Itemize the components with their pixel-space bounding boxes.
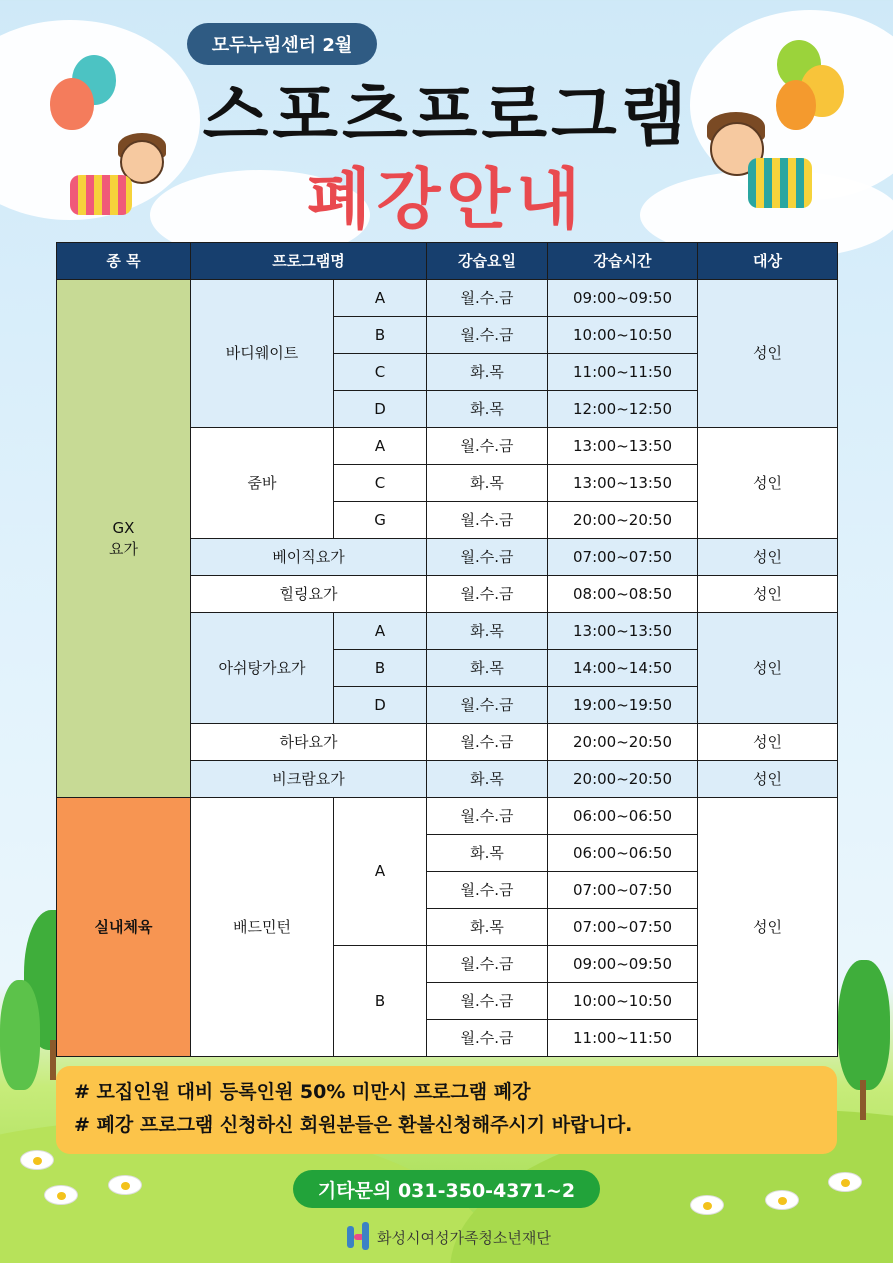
class-time: 07:00~07:50 xyxy=(548,872,698,909)
program-table xyxy=(56,242,838,1057)
class-time: 13:00~13:50 xyxy=(548,428,698,465)
program-name: 비크람요가 xyxy=(191,761,427,798)
class-code: C xyxy=(334,354,427,391)
class-target: 성인 xyxy=(698,539,838,576)
foundation-name: 화성시여성가족청소년재단 xyxy=(377,1228,551,1247)
class-code: A xyxy=(334,798,427,946)
class-day: 월.수.금 xyxy=(427,687,548,724)
class-day: 월.수.금 xyxy=(427,946,548,983)
class-code: G xyxy=(334,502,427,539)
class-target: 성인 xyxy=(698,798,838,1057)
class-time: 07:00~07:50 xyxy=(548,539,698,576)
class-day: 월.수.금 xyxy=(427,724,548,761)
table-row xyxy=(57,280,838,317)
class-time: 08:00~08:50 xyxy=(548,576,698,613)
class-code: A xyxy=(334,428,427,465)
class-target: 성인 xyxy=(698,613,838,724)
program-name: 줌바 xyxy=(191,428,334,539)
class-time: 09:00~09:50 xyxy=(548,280,698,317)
daisy-5 xyxy=(765,1190,799,1210)
daisy-4 xyxy=(690,1195,724,1215)
class-day: 월.수.금 xyxy=(427,539,548,576)
class-day: 월.수.금 xyxy=(427,872,548,909)
page-subtitle: 폐강안내 xyxy=(306,161,587,238)
header-time: 강습시간 xyxy=(548,243,698,280)
class-code: B xyxy=(334,946,427,1057)
class-code: B xyxy=(334,650,427,687)
class-code: A xyxy=(334,280,427,317)
class-day: 월.수.금 xyxy=(427,1020,548,1057)
header-category: 종 목 xyxy=(57,243,191,280)
class-day: 월.수.금 xyxy=(427,502,548,539)
table-row xyxy=(57,798,838,835)
header-target: 대상 xyxy=(698,243,838,280)
class-time: 06:00~06:50 xyxy=(548,835,698,872)
class-time: 10:00~10:50 xyxy=(548,983,698,1020)
daisy-2 xyxy=(44,1185,78,1205)
notice-line-2: # 폐강 프로그램 신청하신 회원분들은 환불신청해주시기 바랍니다. xyxy=(74,1114,633,1136)
class-time: 07:00~07:50 xyxy=(548,909,698,946)
daisy-1 xyxy=(20,1150,54,1170)
class-time: 09:00~09:50 xyxy=(548,946,698,983)
class-time: 20:00~20:50 xyxy=(548,502,698,539)
program-name: 배드민턴 xyxy=(191,798,334,1057)
class-day: 화.목 xyxy=(427,391,548,428)
foundation-logo-icon xyxy=(347,1222,369,1252)
class-day: 화.목 xyxy=(427,650,548,687)
class-day: 화.목 xyxy=(427,909,548,946)
tree-left-2 xyxy=(0,980,40,1090)
tree-trunk-right xyxy=(860,1080,866,1120)
header-day: 강습요일 xyxy=(427,243,548,280)
foundation-logo xyxy=(347,1222,551,1252)
class-code: D xyxy=(334,687,427,724)
class-target: 성인 xyxy=(698,761,838,798)
class-code: B xyxy=(334,317,427,354)
class-day: 화.목 xyxy=(427,354,548,391)
daisy-3 xyxy=(108,1175,142,1195)
class-day: 월.수.금 xyxy=(427,280,548,317)
class-time: 11:00~11:50 xyxy=(548,354,698,391)
tree-right-1 xyxy=(838,960,890,1090)
contact-pill: 기타문의 031-350-4371~2 xyxy=(293,1170,600,1208)
class-code: C xyxy=(334,465,427,502)
category-indoor: 실내체육 xyxy=(57,798,191,1057)
class-day: 월.수.금 xyxy=(427,576,548,613)
class-time: 11:00~11:50 xyxy=(548,1020,698,1057)
class-time: 20:00~20:50 xyxy=(548,761,698,798)
class-day: 화.목 xyxy=(427,761,548,798)
program-name: 하타요가 xyxy=(191,724,427,761)
class-target: 성인 xyxy=(698,428,838,539)
class-time: 13:00~13:50 xyxy=(548,465,698,502)
class-time: 12:00~12:50 xyxy=(548,391,698,428)
class-code: A xyxy=(334,613,427,650)
daisy-6 xyxy=(828,1172,862,1192)
class-time: 10:00~10:50 xyxy=(548,317,698,354)
class-time: 13:00~13:50 xyxy=(548,613,698,650)
class-code: D xyxy=(334,391,427,428)
class-target: 성인 xyxy=(698,280,838,428)
program-name: 힐링요가 xyxy=(191,576,427,613)
month-badge: 모두누림센터 2월 xyxy=(187,23,377,65)
class-time: 20:00~20:50 xyxy=(548,724,698,761)
notice-box xyxy=(56,1066,837,1154)
program-name: 베이직요가 xyxy=(191,539,427,576)
class-day: 화.목 xyxy=(427,613,548,650)
notice-line-1: # 모집인원 대비 등록인원 50% 미만시 프로그램 폐강 xyxy=(74,1081,531,1103)
class-time: 19:00~19:50 xyxy=(548,687,698,724)
class-day: 월.수.금 xyxy=(427,317,548,354)
program-name: 바디웨이트 xyxy=(191,280,334,428)
header-program: 프로그램명 xyxy=(191,243,427,280)
class-day: 월.수.금 xyxy=(427,428,548,465)
category-gx-yoga: GX 요가 xyxy=(57,280,191,798)
class-target: 성인 xyxy=(698,724,838,761)
class-day: 화.목 xyxy=(427,835,548,872)
class-day: 월.수.금 xyxy=(427,798,548,835)
page-title: 스포츠프로그램 xyxy=(202,77,691,156)
class-time: 14:00~14:50 xyxy=(548,650,698,687)
class-time: 06:00~06:50 xyxy=(548,798,698,835)
class-day: 화.목 xyxy=(427,465,548,502)
class-day: 월.수.금 xyxy=(427,983,548,1020)
program-name: 아쉬탕가요가 xyxy=(191,613,334,724)
table-header-row xyxy=(57,243,838,280)
class-target: 성인 xyxy=(698,576,838,613)
